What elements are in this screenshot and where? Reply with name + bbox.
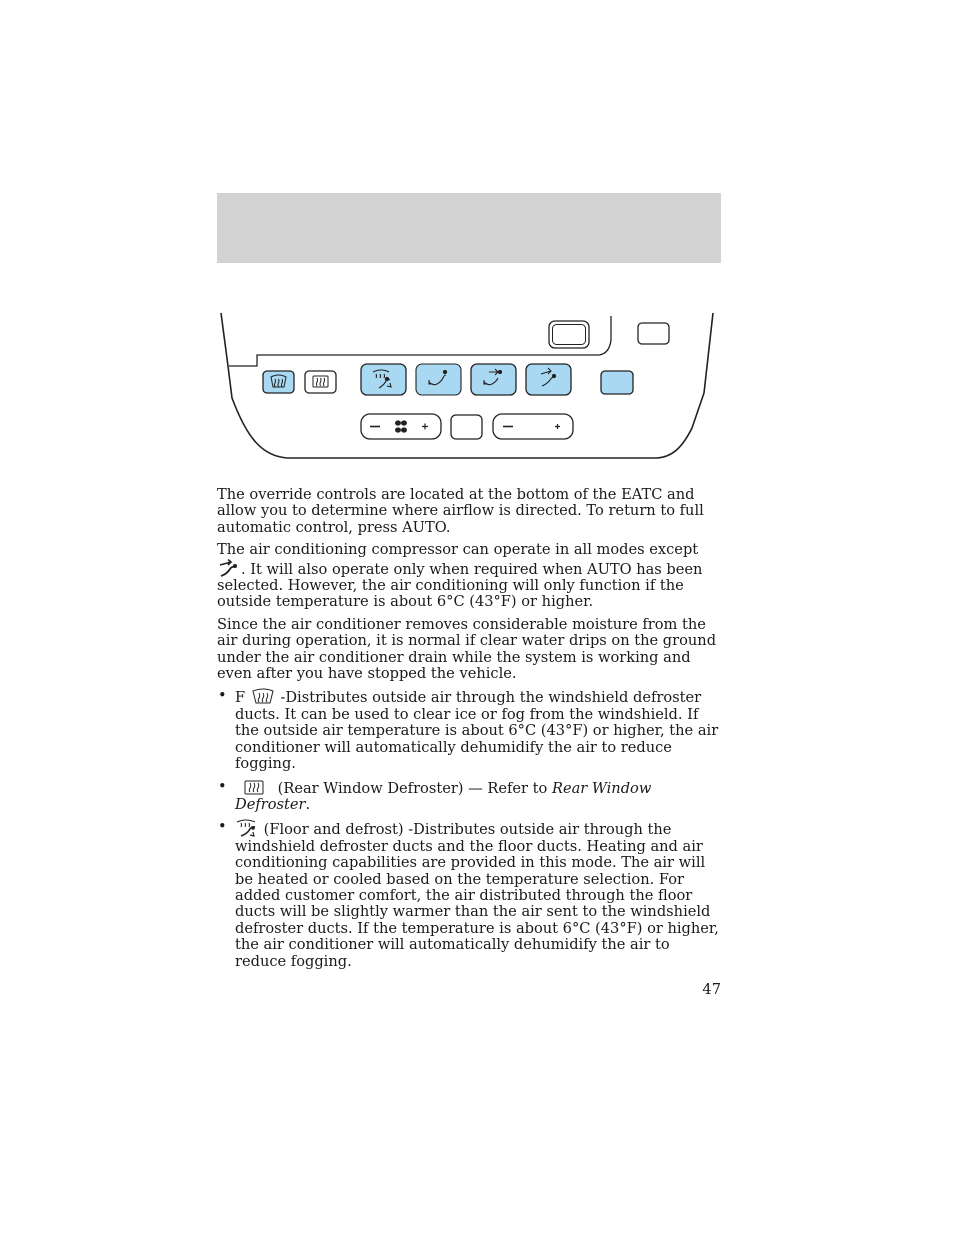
floor-mode-button[interactable] xyxy=(416,364,461,395)
floor-defrost-icon xyxy=(235,819,259,837)
rear-defrost-button[interactable] xyxy=(305,371,336,393)
eatc-control-panel-illustration xyxy=(217,308,721,468)
front-defrost-prefix: F xyxy=(235,689,246,707)
panel-mode-button[interactable] xyxy=(526,364,571,395)
auto-button[interactable] xyxy=(601,371,633,394)
front-defrost-description: -Distributes outside air through the windshield defroster ducts. It can be used to clear ice or fog from the windshield. If the outside air temperature is about 6°C (43°F) or higher, the air conditioner will automatically dehumidify the air to reduce fogging. xyxy=(235,689,719,773)
top-left-button[interactable] xyxy=(549,321,589,348)
rear-defrost-icon xyxy=(235,779,273,796)
bullet: • xyxy=(218,818,227,836)
body-text xyxy=(217,487,721,976)
section-header-band xyxy=(217,193,721,263)
paragraph-override-controls: The override controls are located at the bottom of the EATC and allow you to determine where airflow is directed. To return to full automatic control, press AUTO. xyxy=(217,486,704,536)
list-item-rear-defrost: • (Rear Window Defroster) — Refer to Rear Window Defroster. xyxy=(218,777,652,813)
paragraph-ac-compressor xyxy=(217,542,721,611)
front-defrost-icon xyxy=(250,688,276,705)
rear-defrost-description: (Rear Window Defroster) — Refer to xyxy=(277,779,548,797)
center-button[interactable] xyxy=(451,415,482,439)
page-number: 47 xyxy=(702,981,721,998)
floor-defrost-description: (Floor and defrost) -Distributes outside air through the windshield defroster ducts and the floor ducts. Heating and air conditioning capabilities are provided in this mode. The air will be heated or cooled based on the temperature selection. For added customer comfort, the air distributed through the floor ducts will be slightly warmer than the air sent to the windshield defroster ducts. If the temperature is about 6°C (43°F) or higher, the air conditioner will automatically dehumidify the air to reduce fogging. xyxy=(235,821,719,970)
top-right-button[interactable] xyxy=(638,323,669,344)
bullet: • xyxy=(218,777,227,795)
mode-list xyxy=(217,688,721,970)
paragraph-ac-compressor-end: . It will also operate only when required when AUTO has been selected. However, the air conditioning will only function if the outside temperature is about 6°C (43°F) or higher. xyxy=(217,560,703,611)
panel-floor-mode-button[interactable] xyxy=(471,364,516,395)
rear-window-defroster-reference: Rear Window Defroster xyxy=(235,779,652,813)
fan-speed-control[interactable] xyxy=(361,414,441,439)
list-item-floor-defrost xyxy=(217,819,721,970)
paragraph-ac-compressor-start: The air conditioning compressor can operate in all modes except xyxy=(217,541,699,559)
paragraph-moisture: Since the air conditioner removes considerable moisture from the air during operation, it is normal if clear water drips on the ground under the air conditioner drain while the system is working and even after you have stopped the vehicle. xyxy=(217,615,717,683)
list-item-front-defrost xyxy=(217,688,721,772)
bullet: • xyxy=(218,687,227,705)
floor-defrost-mode-button[interactable] xyxy=(361,364,406,395)
front-defrost-button[interactable] xyxy=(263,371,294,393)
panel-airflow-icon xyxy=(217,559,241,577)
temperature-control[interactable] xyxy=(493,414,573,439)
